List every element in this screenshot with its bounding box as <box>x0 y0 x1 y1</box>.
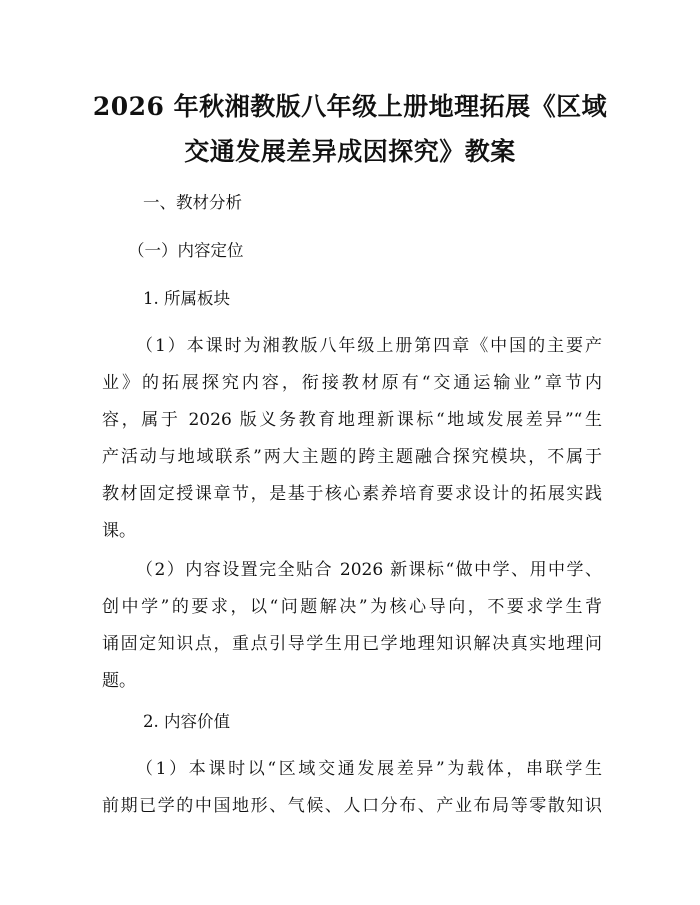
item-heading-module: 1. 所属板块 <box>143 289 230 308</box>
paragraph-line: 课。 <box>102 521 136 541</box>
paragraph-line: 创中学”的要求，以“问题解决”为核心导向，不要求学生背 <box>102 597 602 617</box>
paragraph-3 <box>102 751 602 825</box>
section-heading-teaching-material-analysis: 一、教材分析 <box>143 193 242 212</box>
paragraph-1 <box>102 328 602 550</box>
subsection-heading-content-positioning: （一）内容定位 <box>128 241 244 260</box>
paragraph-2 <box>102 552 602 700</box>
paragraph-line: （1）本课时为湘教版八年级上册第四章《中国的主要产 <box>136 336 602 356</box>
paragraph-line: 容，属于 2026 版义务教育地理新课标“地域发展差异”“生 <box>102 410 602 430</box>
document-title-line-1: 2026 年秋湘教版八年级上册地理拓展《区域 <box>92 92 608 121</box>
paragraph-line: 教材固定授课章节，是基于核心素养培育要求设计的拓展实践 <box>102 484 602 504</box>
paragraph-line: （2）内容设置完全贴合 2026 新课标“做中学、用中学、 <box>136 560 602 580</box>
paragraph-line: 业》的拓展探究内容，衔接教材原有“交通运输业”章节内 <box>102 373 602 393</box>
document-title-line-2: 交通发展差异成因探究》教案 <box>184 137 516 166</box>
paragraph-line: 诵固定知识点，重点引导学生用已学地理知识解决真实地理问 <box>102 634 602 654</box>
paragraph-line: 前期已学的中国地形、气候、人口分布、产业布局等零散知识 <box>102 796 602 816</box>
item-heading-content-value: 2. 内容价值 <box>143 712 230 731</box>
paragraph-line: 题。 <box>102 671 136 691</box>
paragraph-line: 产活动与地域联系”两大主题的跨主题融合探究模块，不属于 <box>102 447 602 467</box>
paragraph-line: （1）本课时以“区域交通发展差异”为载体，串联学生 <box>136 759 602 779</box>
